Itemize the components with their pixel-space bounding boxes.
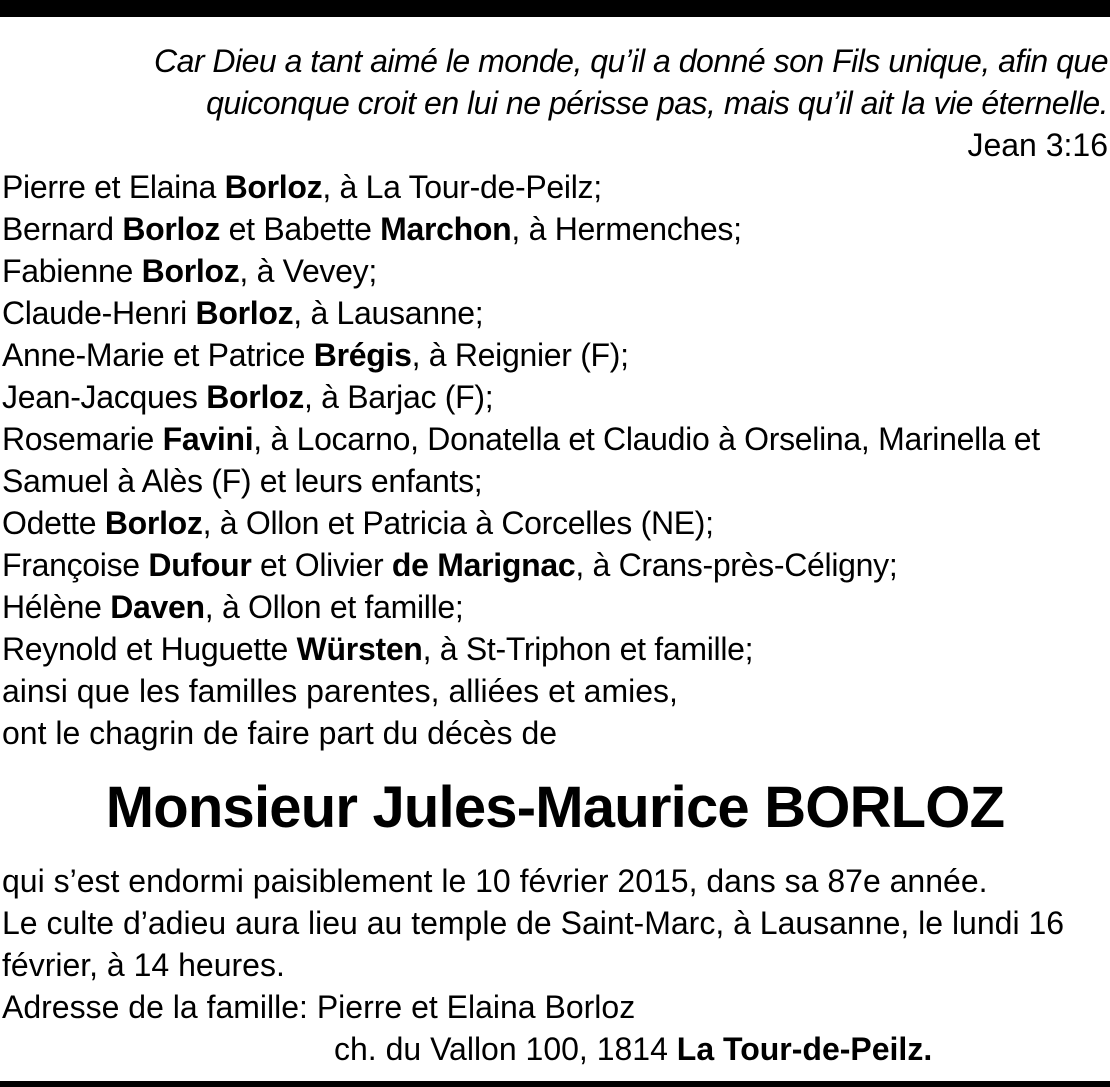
mourners-list (2, 166, 1108, 670)
deceased-name: Monsieur Jules-Maurice BORLOZ (105, 775, 1005, 840)
family-address-street: ch. du Vallon 100, 1814 La Tour-de-Peilz. (334, 1031, 933, 1067)
list-item: Hélène Daven, à Ollon et famille; (2, 589, 464, 625)
bible-verse-reference: Jean 3:16 (967, 127, 1108, 163)
list-item: Claude-Henri Borloz, à Lausanne; (2, 295, 484, 331)
list-item: Bernard Borloz et Babette Marchon, à Hermenches; (2, 211, 742, 247)
list-item: Françoise Dufour et Olivier de Marignac, à Crans-près-Céligny; (2, 547, 898, 583)
family-address-city: La Tour-de-Peilz. (676, 1031, 933, 1067)
list-item: Reynold et Huguette Würsten, à St-Triphon et famille; (2, 631, 754, 667)
list-item: Anne-Marie et Patrice Brégis, à Reignier (F); (2, 337, 629, 373)
passing-details: qui s’est endormi paisiblement le 10 février 2015, dans sa 87e année. (2, 863, 988, 899)
ceremony-details: Le culte d’adieu aura lieu au temple de Saint-Marc, à Lausanne, le lundi 16 février, à 14 heures. (2, 905, 1065, 983)
list-item: Pierre et Elaina Borloz, à La Tour-de-Peilz; (2, 169, 602, 205)
list-item: Odette Borloz, à Ollon et Patricia à Corcelles (NE); (2, 505, 714, 541)
obituary-notice (2, 40, 1108, 1070)
top-border-rule (0, 0, 1110, 17)
intro-line-announcement: ont le chagrin de faire part du décès de (2, 715, 558, 751)
list-item: Rosemarie Favini, à Locarno, Donatella et Claudio à Orselina, Marinella et Samuel à Alès (F) et leurs enfants; (2, 421, 1040, 499)
bible-verse-line-1: Car Dieu a tant aimé le monde, qu’il a donné son Fils unique, afin que (153, 43, 1108, 79)
family-address-label: Adresse de la famille: Pierre et Elaina Borloz (2, 989, 636, 1025)
list-item: Fabienne Borloz, à Vevey; (2, 253, 377, 289)
list-item: Jean-Jacques Borloz, à Barjac (F); (2, 379, 494, 415)
bottom-border-rule (0, 1081, 1110, 1087)
intro-line-families: ainsi que les familles parentes, alliées et amies, (2, 673, 678, 709)
bible-verse-line-2: quiconque croit en lui ne périsse pas, mais qu’il ait la vie éternelle. (206, 85, 1108, 121)
